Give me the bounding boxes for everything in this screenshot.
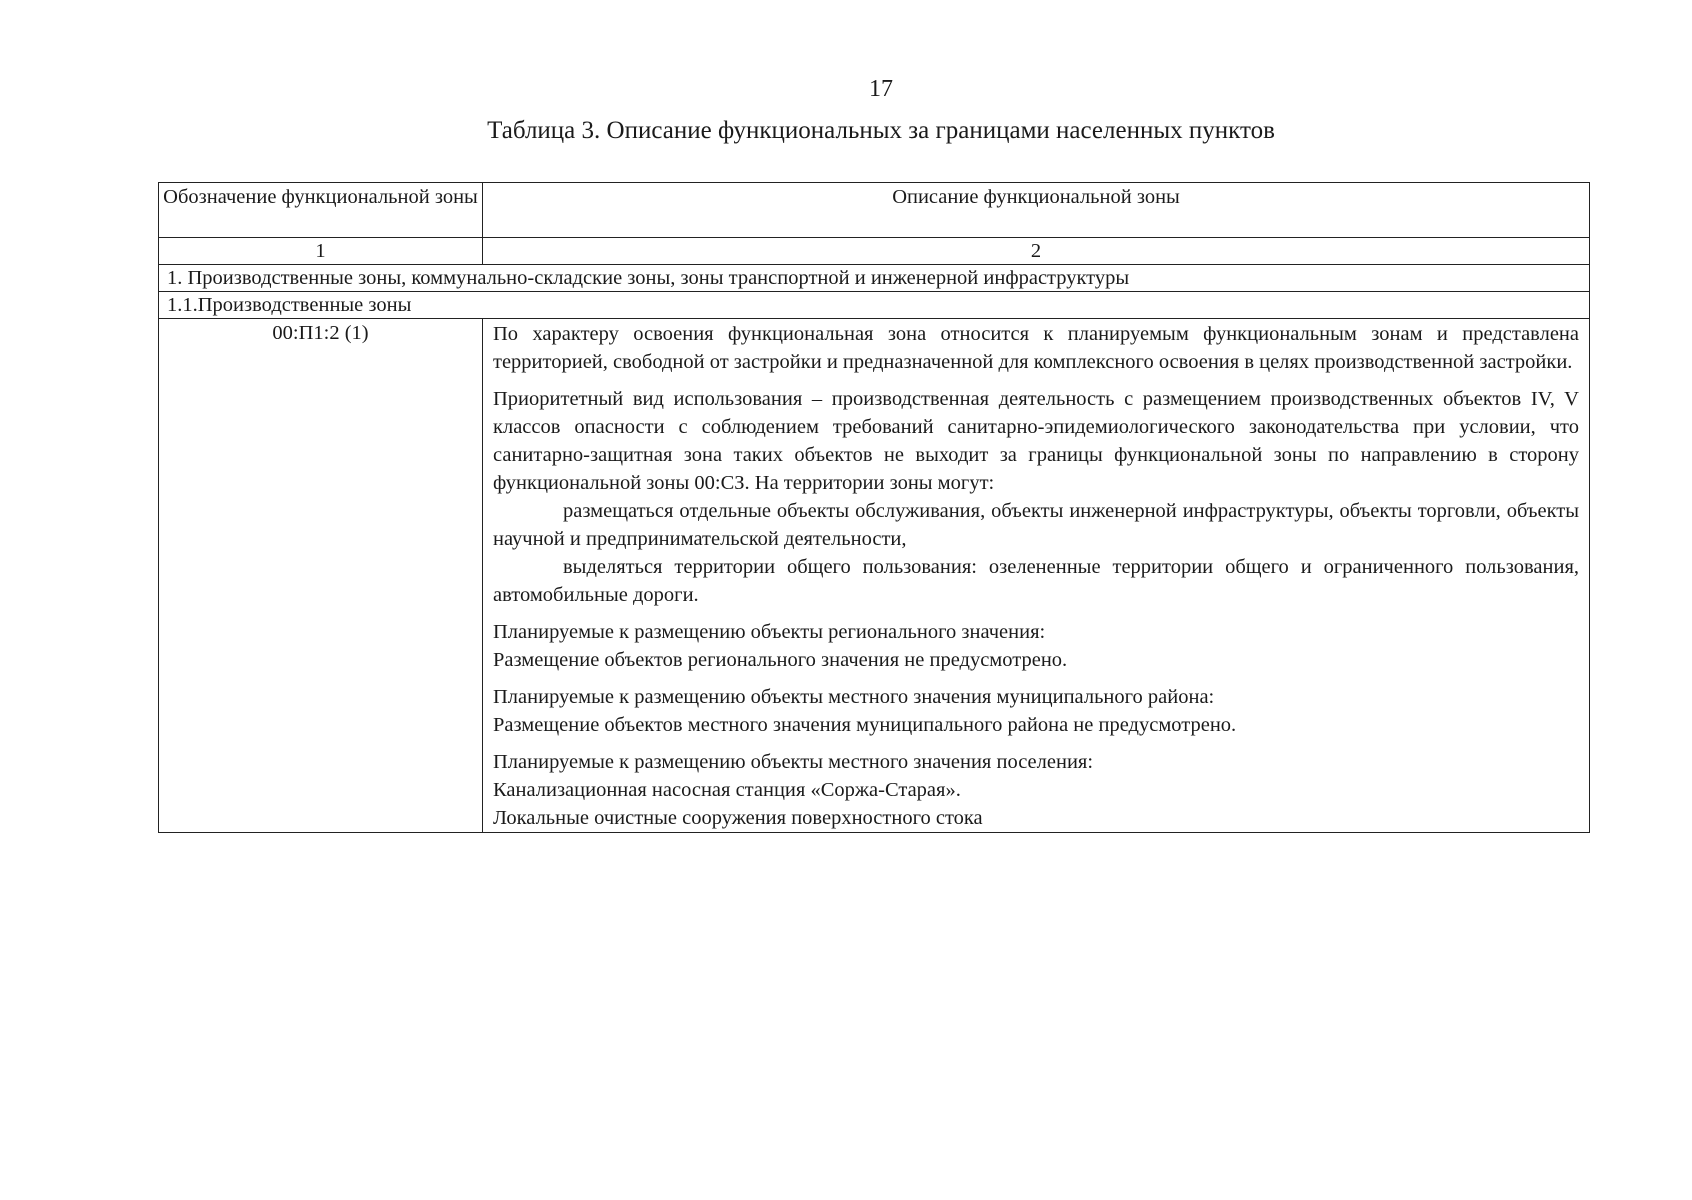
section-heading: 1. Производственные зоны, коммунально-складские зоны, зоны транспортной и инженерной инфраструктуры <box>159 265 1590 292</box>
functional-zones-table <box>158 182 1590 833</box>
zone-code: 00:П1:2 (1) <box>159 319 483 833</box>
subsection-row <box>159 292 1590 319</box>
allowed-item-2: выделяться территории общего пользования: озелененные территории общего и ограниченного пользования, автомобильные дороги. <box>493 556 1579 606</box>
allowed-item-1: размещаться отдельные объекты обслуживания, объекты инженерной инфраструктуры, объекты торговли, объекты научной и предпринимательской деятельности, <box>493 500 1579 550</box>
column-number-2: 2 <box>483 238 1590 265</box>
regional-objects-text: Размещение объектов регионального значения не предусмотрено. <box>493 649 1068 671</box>
district-objects-paragraph <box>493 683 1579 739</box>
column-number-row <box>159 238 1590 265</box>
header-zone-description: Описание функциональной зоны <box>483 183 1590 238</box>
description-paragraph-1: По характеру освоения функциональная зона относится к планируемым функциональным зонам и представлена территорией, свободной от застройки и предназначенной для комплексного освоения в целях производственной застройки. <box>493 323 1579 373</box>
header-row <box>159 183 1590 238</box>
header-zone-designation: Обозначение функциональной зоны <box>159 183 483 238</box>
description-paragraph-2 <box>493 385 1579 609</box>
settlement-object-2: Локальные очистные сооружения поверхностного стока <box>493 807 983 829</box>
priority-use-text: Приоритетный вид использования – производственная деятельность с размещением производственных объектов IV, V классов опасности с соблюдением требований санитарно-эпидемиологического законодательства при условии, что санитарно-защитная зона таких объектов не выходит за границы функциональной зоны по направлению в сторону функциональной зоны 00:СЗ. На территории зоны могут: <box>493 388 1579 494</box>
district-objects-heading: Планируемые к размещению объекты местного значения муниципального района: <box>493 686 1215 708</box>
regional-objects-paragraph <box>493 618 1579 674</box>
page-number: 17 <box>869 76 893 102</box>
settlement-objects-paragraph <box>493 748 1579 832</box>
zone-description <box>483 319 1590 833</box>
section-row <box>159 265 1590 292</box>
subsection-heading: 1.1.Производственные зоны <box>159 292 1590 319</box>
table-title: Таблица 3. Описание функциональных за границами населенных пунктов <box>487 117 1275 144</box>
settlement-object-1: Канализационная насосная станция «Соржа-Старая». <box>493 779 961 801</box>
district-objects-text: Размещение объектов местного значения муниципального района не предусмотрено. <box>493 714 1237 736</box>
column-number-1: 1 <box>159 238 483 265</box>
regional-objects-heading: Планируемые к размещению объекты регионального значения: <box>493 621 1046 643</box>
settlement-objects-heading: Планируемые к размещению объекты местного значения поселения: <box>493 751 1094 773</box>
table-row <box>159 319 1590 833</box>
